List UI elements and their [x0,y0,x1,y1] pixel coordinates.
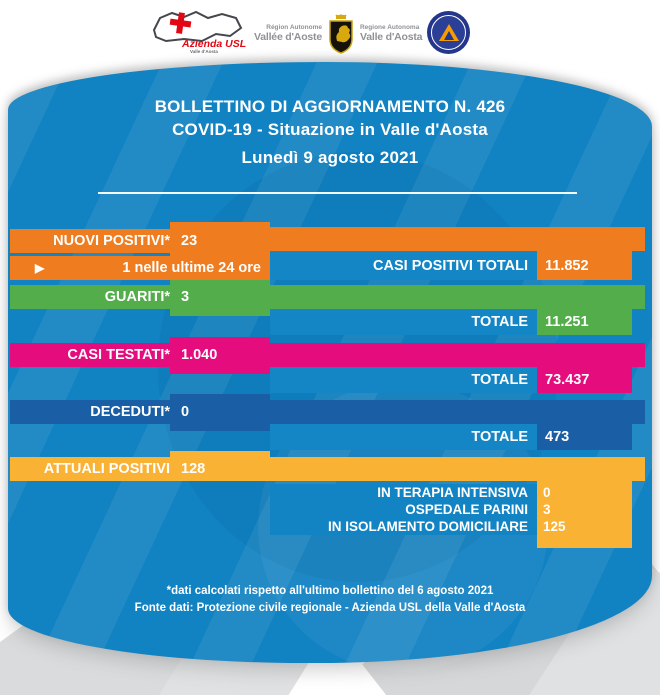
source-line: Fonte dati: Protezione civile regionale - Azienda USL della Valle d'Aosta [134,602,526,614]
header-logos [0,0,660,58]
casi-testati-totale-label: TOTALE [270,367,537,393]
region-crest-icon [327,14,355,54]
protezione-civile-triangle-icon [439,24,459,41]
isolamento-domiciliare-label: IN ISOLAMENTO DOMICILIARE [270,518,537,535]
terapia-intensiva-value: 0 [543,485,551,500]
deceduti-label: DECEDUTI* [90,404,170,420]
nuovi-positivi-label: NUOVI POSITIVI* [53,233,170,249]
isolamento-domiciliare-value: 125 [543,519,566,534]
protezione-civile-ring [431,15,466,50]
ultime-24-ore-bar [10,256,270,280]
title-date: Lunedì 9 agosto 2021 [241,148,419,167]
casi-positivi-totali-row [270,251,632,280]
usl-logo-text: Azienda USL [182,38,247,50]
region-fr-small: Région Autonome [266,24,322,32]
guariti-totale-value: 11.251 [537,309,632,335]
title-line-1: BOLLETTINO DI AGGIORNAMENTO N. 426 [154,97,506,116]
azienda-usl-logo [146,8,248,55]
bulletin-title [8,95,652,169]
casi-positivi-totali-label: CASI POSITIVI TOTALI [270,251,537,280]
title-divider [98,192,577,194]
valle-daosta-region-logo [254,13,422,55]
region-fr-big: Vallée d'Aoste [254,30,322,43]
footnote-line: *dati calcolati rispetto all'ultimo bollettino del 6 agosto 2021 [166,585,494,597]
nuovi-positivi-right-bar [270,227,645,251]
terapia-intensiva-label: IN TERAPIA INTENSIVA [270,484,537,501]
region-it-small: Regione Autonoma [359,24,420,32]
nuovi-positivi-bar [10,229,270,253]
usl-logo-subtext: Valle d'Aosta [190,49,218,54]
casi-testati-totale-value: 73.437 [537,367,632,393]
guariti-totale-row [270,309,632,335]
casi-testati-label: CASI TESTATI* [67,347,170,363]
nuovi-positivi-value: 23 [181,233,198,249]
region-logo-french-text [254,25,322,43]
attuali-positivi-value: 128 [181,461,206,477]
ospedale-parini-value: 3 [543,502,551,517]
region-it-big: Valle d'Aosta [359,30,423,43]
guariti-bar [10,285,645,309]
deceduti-value: 0 [181,404,190,420]
ospedale-parini-label: OSPEDALE PARINI [270,501,537,518]
casi-testati-value: 1.040 [181,347,218,363]
protezione-civile-logo-icon [427,11,470,54]
guariti-value: 3 [181,289,190,305]
region-logo-italian-text [360,25,422,43]
casi-positivi-totali-value: 11.852 [537,251,632,280]
attuali-positivi-label: ATTUALI POSITIVI [43,461,170,477]
deceduti-totale-row [270,424,632,450]
casi-testati-bar [10,343,645,367]
ultime-24-ore-text: 1 nelle ultime 24 ore [122,260,261,276]
deceduti-totale-value: 473 [537,424,632,450]
attuali-positivi-bar [10,457,645,481]
guariti-totale-label: TOTALE [270,309,537,335]
ospedale-parini-row [270,501,632,518]
guariti-label: GUARITI* [104,289,170,305]
deceduti-bar [10,400,645,424]
deceduti-totale-label: TOTALE [270,424,537,450]
play-icon: ▶ [35,261,45,275]
usl-map-icon [146,8,248,55]
terapia-intensiva-row [270,484,632,501]
bulletin-card [8,62,652,663]
casi-testati-totale-row [270,367,632,393]
isolamento-domiciliare-row [270,518,632,535]
title-line-2: COVID-19 - Situazione in Valle d'Aosta [172,120,488,139]
